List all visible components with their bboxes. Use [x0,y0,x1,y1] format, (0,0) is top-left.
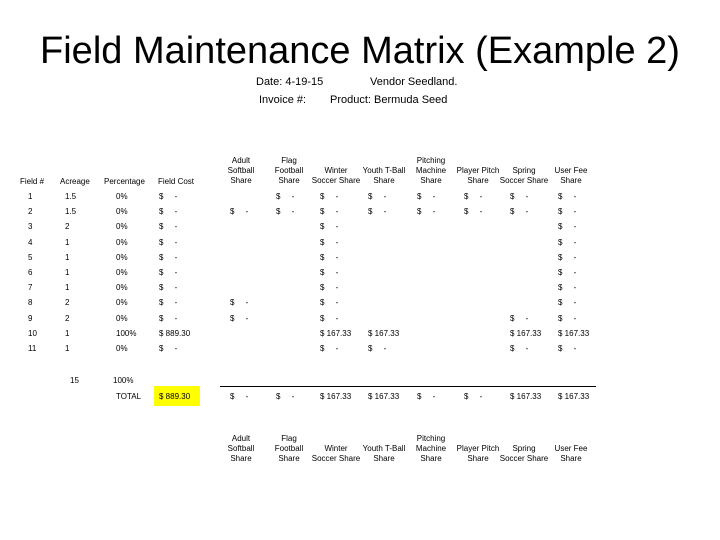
share-header-line: Soccer Share [311,454,361,463]
cell-share: $ - [558,237,577,247]
share-header-line: Winter [324,166,348,175]
cell-share: $ - [510,207,529,217]
total-share: $ 167.33 [558,392,590,401]
cell-share: $ - [276,207,295,217]
cell-share: $ - [558,344,577,353]
share-header-line: Football [274,444,304,453]
cell-share: $ 167.33 [558,328,590,338]
share-header-line: User Fee [554,166,588,175]
cell-share: $ - [510,344,529,353]
share-header-line: Player Pitch [456,166,500,175]
total-share: $ 167.33 [368,392,400,401]
invoice-label: Invoice #: [259,94,307,106]
cell-cost: $ - [159,283,178,293]
share-header-line: Pitching [416,156,446,165]
share-header-line: Share [230,454,252,463]
share-header-line: Share [560,176,582,185]
share-header-line: Soccer Share [499,176,549,185]
cell-percentage: 0% [116,252,128,262]
cell-share: $ - [558,207,577,217]
share-header-line: User Fee [554,444,588,453]
share-header-line: Share [467,176,489,185]
total-share: $ - [417,392,436,401]
share-header-line: Adult [231,156,251,165]
share-header-line: Softball [227,166,255,175]
share-header [541,166,601,186]
cell-cost: $ - [159,298,178,308]
cell-field: 8 [28,298,33,308]
share-header-line: Share [373,176,395,185]
cell-share: $ - [320,252,339,262]
cell-share: $ - [320,298,339,308]
cell-cost: $ - [159,207,178,217]
share-header-line: Share [420,176,442,185]
cell-share: $ - [558,298,577,308]
cell-acreage: 1.5 [65,192,77,201]
cell-share: $ - [320,344,339,353]
cell-share: $ - [320,268,339,277]
share-header [541,444,601,464]
cell-acreage: 2 [65,313,70,323]
cell-cost: $ - [159,237,178,247]
cell-percentage: 0% [116,298,128,308]
cell-share: $ - [558,268,577,277]
cell-percentage: 0% [116,283,128,293]
total-cost: $ 889.30 [159,392,191,401]
share-header-line: Winter [324,444,348,453]
share-header-line: Adult [231,434,251,443]
cell-field: 7 [28,283,33,293]
cell-share: $ - [558,222,577,232]
share-header-line: Pitching [416,434,446,443]
header-field-cost: Field Cost [158,177,195,186]
cell-share: $ 167.33 [510,328,542,338]
cell-cost: $ - [159,268,178,277]
cell-percentage: 0% [116,192,128,201]
cell-share: $ - [558,313,577,323]
cell-share: $ - [558,252,577,262]
cell-acreage: 1 [65,328,70,338]
total-rule [220,386,596,387]
share-header-line: Flag [281,156,297,165]
cell-field: 3 [28,222,33,232]
cell-acreage: 2 [65,222,70,232]
share-header-line: Machine [415,444,447,453]
share-header-line: Flag [281,434,297,443]
cell-cost: $ - [159,344,178,353]
cell-share: $ - [230,207,249,217]
share-header-line: Youth T-Ball [362,444,406,453]
cell-field: 6 [28,268,33,277]
cell-acreage: 1 [65,283,70,293]
cell-percentage: 0% [116,237,128,247]
cell-field: 5 [28,252,33,262]
cell-share: $ - [320,237,339,247]
total-percentage: 100% [113,376,134,385]
total-label: TOTAL [116,392,142,401]
cell-share: $ - [320,207,339,217]
cell-percentage: 0% [116,207,128,217]
cell-cost: $ 889.30 [159,328,191,338]
share-header-line: Youth T-Ball [362,166,406,175]
cell-field: 2 [28,207,33,217]
total-share: $ - [230,392,249,401]
cell-percentage: 0% [116,344,128,353]
cell-acreage: 2 [65,298,70,308]
total-share: $ 167.33 [320,392,352,401]
total-share: $ 167.33 [510,392,542,401]
cell-share: $ - [320,313,339,323]
share-header-line: Share [420,454,442,463]
cell-share: $ - [230,298,249,308]
cell-field: 10 [28,328,37,338]
share-header-line: Share [278,176,300,185]
cell-share: $ - [510,313,529,323]
cell-percentage: 0% [116,222,128,232]
cell-percentage: 0% [116,268,128,277]
cell-share: $ - [320,283,339,293]
share-header-line: Soccer Share [311,176,361,185]
share-header-line: Spring [512,444,536,453]
share-header-line: Machine [415,166,447,175]
cell-percentage: 100% [116,328,137,338]
share-header-line: Share [560,454,582,463]
cell-field: 9 [28,313,33,323]
cell-share: $ - [368,344,387,353]
share-header-line: Football [274,166,304,175]
cell-acreage: 1 [65,237,70,247]
cell-share: $ - [320,222,339,232]
header-percentage: Percentage [104,177,145,186]
cell-share: $ - [558,283,577,293]
cell-share: $ - [464,192,483,201]
cell-field: 4 [28,237,33,247]
vendor-label: Vendor Seedland. [370,76,458,88]
cell-share: $ - [417,207,436,217]
share-header-line: Softball [227,444,255,453]
header-field-number: Field # [20,177,45,186]
cell-field: 1 [28,192,33,201]
cell-acreage: 1 [65,344,70,353]
share-header-line: Share [467,454,489,463]
cell-field: 11 [28,344,37,353]
product-label: Product: Bermuda Seed [330,94,448,106]
cell-share: $ - [558,192,577,201]
cell-cost: $ - [159,252,178,262]
share-header-line: Share [278,454,300,463]
cell-share: $ - [230,313,249,323]
cell-share: $ - [368,192,387,201]
total-share: $ - [464,392,483,401]
cell-acreage: 1.5 [65,207,77,217]
cell-share: $ 167.33 [320,328,352,338]
page-title: Field Maintenance Matrix (Example 2) [40,30,680,72]
total-share: $ - [276,392,295,401]
cell-cost: $ - [159,222,178,232]
share-header-line: Spring [512,166,536,175]
cell-acreage: 1 [65,252,70,262]
cell-cost: $ - [159,313,178,323]
date-label: Date: 4-19-15 [256,76,324,88]
cell-share: $ 167.33 [368,328,400,338]
total-acreage: 15 [70,376,79,385]
cell-share: $ - [510,192,529,201]
share-header-line: Soccer Share [499,454,549,463]
cell-share: $ - [464,207,483,217]
cell-percentage: 0% [116,313,128,323]
cell-share: $ - [368,207,387,217]
header-acreage: Acreage [60,177,90,186]
cell-share: $ - [320,192,339,201]
cell-acreage: 1 [65,268,70,277]
cell-cost: $ - [159,192,178,201]
share-header-line: Share [373,454,395,463]
share-header-line: Share [230,176,252,185]
share-header-line: Player Pitch [456,444,500,453]
cell-share: $ - [417,192,436,201]
cell-share: $ - [276,192,295,201]
